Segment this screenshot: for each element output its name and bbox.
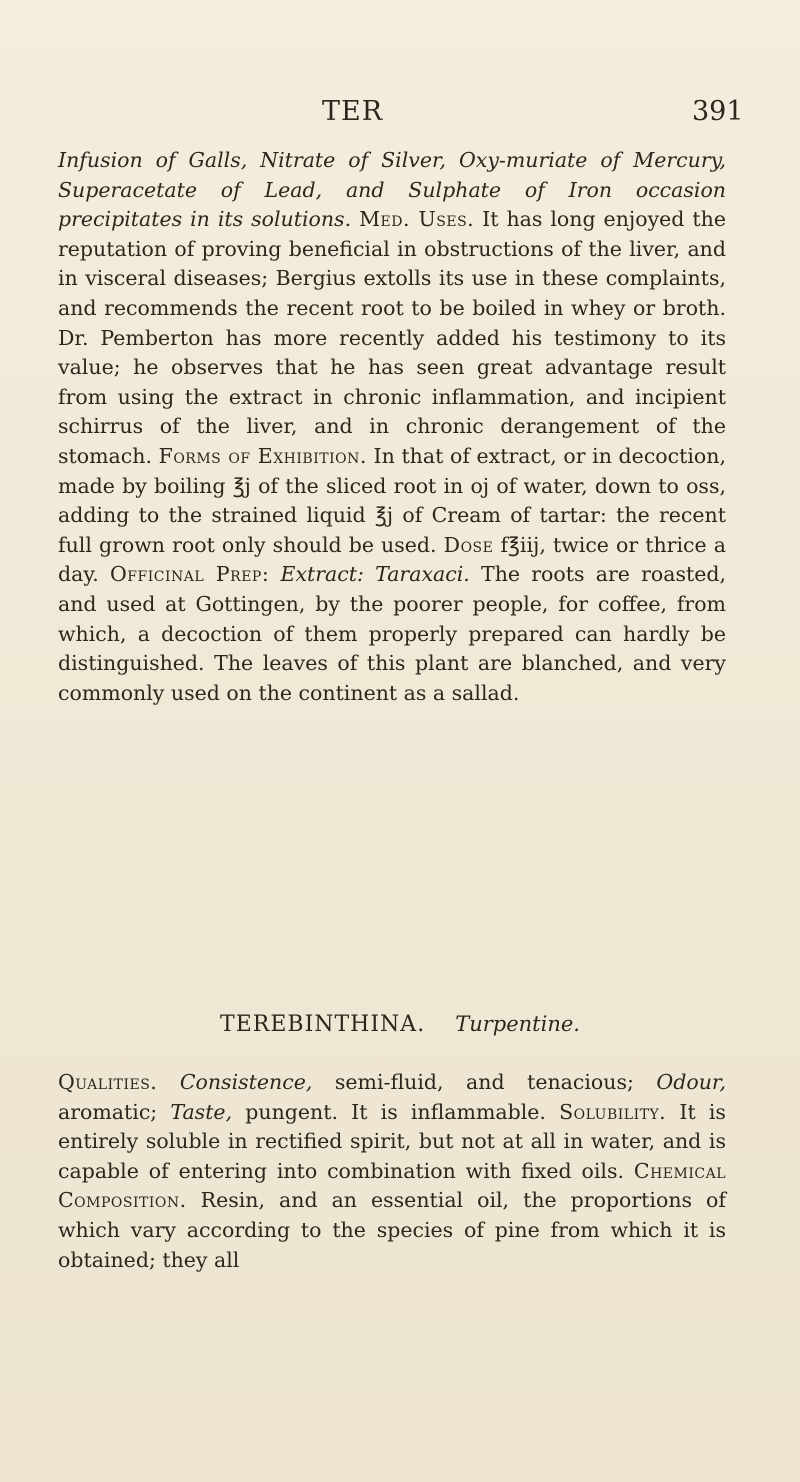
officinal-heading: Officinal Prep: [109, 562, 270, 587]
section-title-english: Turpentine. [455, 1012, 580, 1036]
section-heading [0, 1012, 800, 1037]
med-uses-heading: Med. Uses. [359, 207, 475, 232]
reagents-sentence: Infusion of Galls, Nitrate of Silver, Oxy-muriate of Mercury, Superacetate of Lead, and Sulphate of Iron occasion precipitates in its solutions. [58, 148, 726, 232]
solubility-heading: Solubility. [559, 1099, 667, 1124]
odour-text: aromatic; [58, 1099, 158, 1124]
entry-text [58, 146, 726, 708]
officinal-text: Extract: Taraxaci. [280, 562, 470, 587]
solubility-text: It is entirely soluble in rectified spirit, but not at all in water, and is capable of entering into combination with fixed oils. [58, 1099, 726, 1183]
entry-taraxacum [58, 146, 726, 708]
consistence-text: semi-fluid, and tenacious; [334, 1070, 634, 1094]
section-title-latin: TEREBINTHINA. [220, 1012, 426, 1037]
taste-text: pungent. It is inflammable. [245, 1099, 546, 1124]
entry-text [58, 1068, 726, 1275]
forms-text: In that of extract, or in decoction, made by boiling ℥j of the sliced root in oj of water, down to oss, adding to the strained liquid ℥j of Cream of tartar: the recent full grown root only should be used. [58, 443, 726, 557]
dose-text: f℥iij, twice or thrice a day. [58, 532, 726, 587]
composition-heading: Chemical Composition. [58, 1158, 726, 1213]
composition-text: Resin, and an essential oil, the proportions of which vary according to the species of pine from which it is obtained; they all [58, 1188, 726, 1272]
odour-label: Odour, [656, 1070, 726, 1094]
running-head: TER [322, 96, 384, 127]
dose-heading: Dose [443, 532, 494, 557]
roots-text: The roots are roasted, and used at Gottingen, by the poorer people, for coffee, from which, a decoction of them properly prepared can hardly be distinguished. The leaves of this plant are blanched, and very commonly used on the continent as a sallad. [58, 562, 726, 705]
qualities-heading: Qualities. [58, 1070, 158, 1094]
page-number: 391 [692, 96, 744, 127]
entry-terebinthina [58, 1068, 726, 1275]
forms-heading: Forms of Exhibition. [158, 443, 367, 468]
med-uses-text: It has long enjoyed the reputation of proving beneficial in obstructions of the liver, and in visceral diseases; Bergius extolls its use in these complaints, and recommends the recent root to be boiled in whey or broth. Dr. Pemberton has more recently added his testimony to its value; he observes that he has seen great advantage result from using the extract in chronic inflammation, and incipient schirrus of the liver, and in chronic derangement of the stomach. [58, 207, 726, 468]
consistence-label: Consistence, [179, 1070, 313, 1094]
taste-label: Taste, [170, 1099, 233, 1124]
page-header [0, 96, 800, 136]
